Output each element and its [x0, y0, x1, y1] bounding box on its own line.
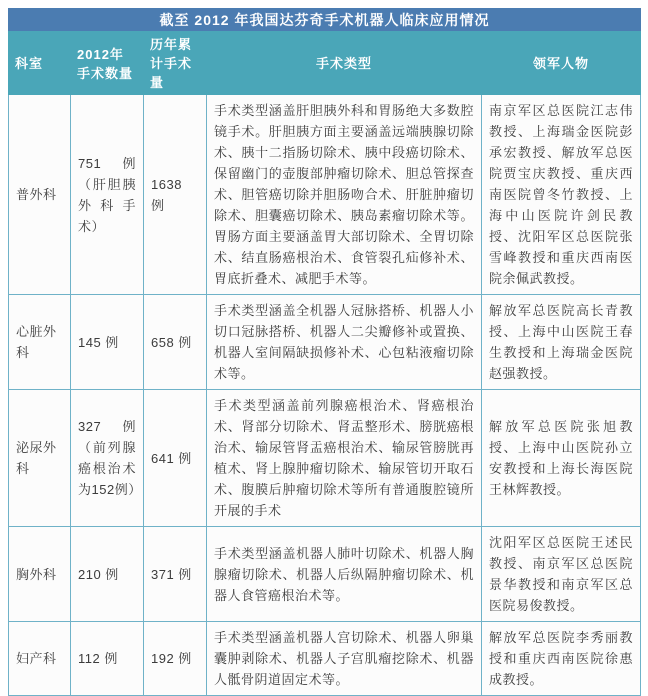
cell-surgery-types: 手术类型涵盖机器人肺叶切除术、机器人胸腺瘤切除术、机器人后纵隔肿瘤切除术、机器人食管癌根治术等。 — [207, 527, 482, 622]
cell-department: 泌尿外科 — [9, 390, 71, 527]
cell-2012-count: 112 例 — [71, 622, 144, 696]
table-row-obstetrics-gynecology — [9, 622, 641, 696]
cell-surgery-types: 手术类型涵盖肝胆胰外科和胃肠绝大多数腔镜手术。肝胆胰方面主要涵盖远端胰腺切除术、胰十二指肠切除术、胰中段癌切除术、保留幽门的壶腹部肿瘤切除术、胆总管探查术、胆管癌切除并胆肠吻合术、肝脏肿瘤切除术、胆囊癌切除术、胰岛素瘤切除术等。胃肠方面主要涵盖胃大部切除术、全胃切除术、结直肠癌根治术、食管裂孔疝修补术、胃底折叠术、减肥手术等。 — [207, 95, 482, 295]
cell-cumulative: 1638 例 — [144, 95, 207, 295]
cell-surgery-types: 手术类型涵盖全机器人冠脉搭桥、机器人小切口冠脉搭桥、机器人二尖瓣修补或置换、机器人室间隔缺损修补术、心包粘液瘤切除术等。 — [207, 295, 482, 390]
table-header-row — [9, 31, 641, 95]
cell-department: 胸外科 — [9, 527, 71, 622]
cell-2012-count: 751 例（肝胆胰外科手术） — [71, 95, 144, 295]
cell-department: 普外科 — [9, 95, 71, 295]
cell-surgery-types: 手术类型涵盖机器人宫切除术、机器人卵巢囊肿剥除术、机器人子宫肌瘤挖除术、机器人骶骨阴道固定术等。 — [207, 622, 482, 696]
header-cumulative-count: 历年累计手术量 — [144, 31, 207, 95]
cell-leaders: 沈阳军区总医院王述民教授、南京军区总医院景华教授和南京军区总医院易俊教授。 — [482, 527, 641, 622]
cell-2012-count: 145 例 — [71, 295, 144, 390]
cell-leaders: 解放军总医院李秀丽教授和重庆西南医院徐惠成教授。 — [482, 622, 641, 696]
cell-surgery-types: 手术类型涵盖前列腺癌根治术、肾癌根治术、肾部分切除术、肾盂整形术、膀胱癌根治术、输尿管肾盂癌根治术、输尿管膀胱再植术、肾上腺肿瘤切除术、输尿管切开取石术、腹膜后肿瘤切除术等所有普通腹腔镜所开展的手术 — [207, 390, 482, 527]
cell-cumulative: 641 例 — [144, 390, 207, 527]
cell-department: 心脏外科 — [9, 295, 71, 390]
table-row-urology — [9, 390, 641, 527]
cell-leaders: 解放军总医院张旭教授、上海中山医院孙立安教授和上海长海医院王林辉教授。 — [482, 390, 641, 527]
cell-cumulative: 371 例 — [144, 527, 207, 622]
table-row-cardiac-surgery — [9, 295, 641, 390]
cell-cumulative: 658 例 — [144, 295, 207, 390]
header-surgery-types: 手术类型 — [207, 31, 482, 95]
cell-2012-count: 210 例 — [71, 527, 144, 622]
table-title: 截至 2012 年我国达芬奇手术机器人临床应用情况 — [9, 9, 641, 31]
header-department: 科室 — [9, 31, 71, 95]
table-row-general-surgery — [9, 95, 641, 295]
cell-leaders: 解放军总医院高长青教授、上海中山医院王春生教授和上海瑞金医院赵强教授。 — [482, 295, 641, 390]
cell-cumulative: 192 例 — [144, 622, 207, 696]
header-leading-figures: 领军人物 — [482, 31, 641, 95]
cell-department: 妇产科 — [9, 622, 71, 696]
table-title-row — [9, 9, 641, 31]
cell-leaders: 南京军区总医院江志伟教授、上海瑞金医院彭承宏教授、解放军总医院贾宝庆教授、重庆西南医院曾冬竹教授、上海中山医院许剑民教授、沈阳军区总医院张雪峰教授和重庆西南医院余佩武教授。 — [482, 95, 641, 295]
cell-2012-count: 327 例（前列腺癌根治术为152例） — [71, 390, 144, 527]
header-2012-count: 2012年手术数量 — [71, 31, 144, 95]
davinci-robot-stats-table — [8, 8, 641, 696]
table-row-thoracic-surgery — [9, 527, 641, 622]
